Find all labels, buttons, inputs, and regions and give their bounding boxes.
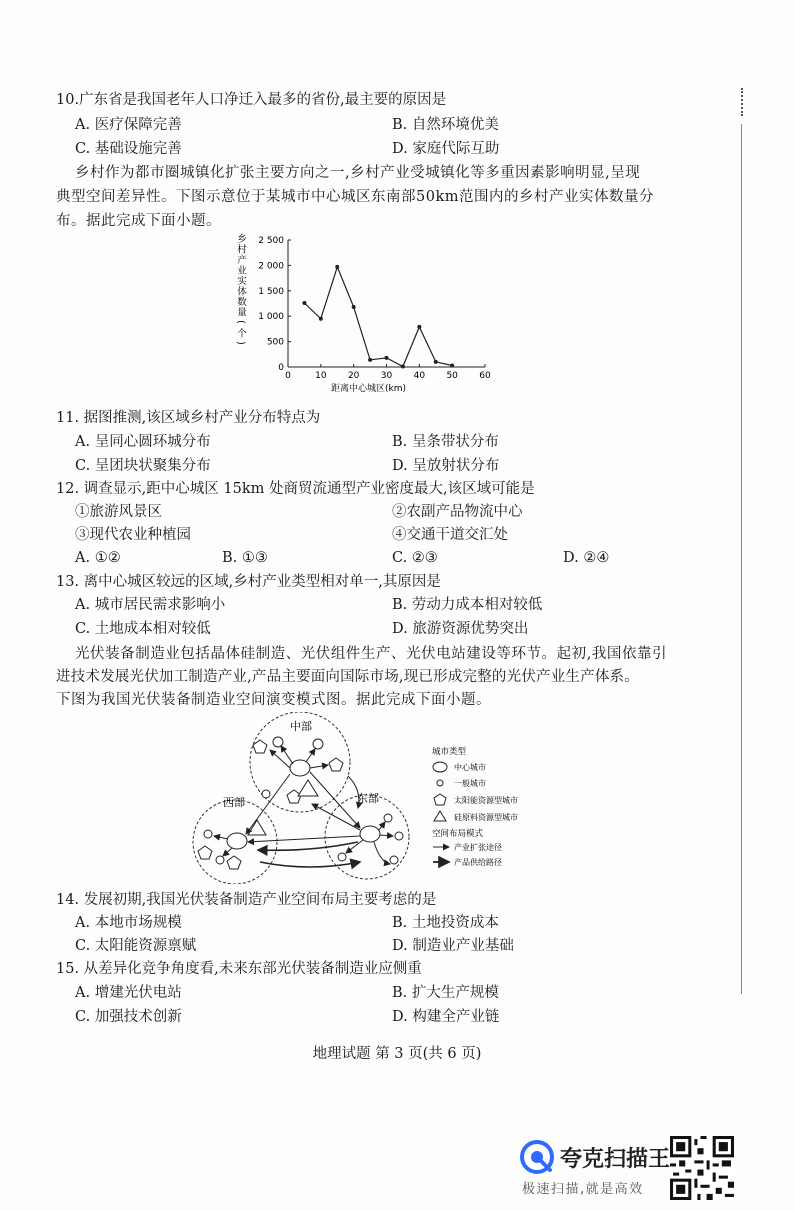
y-axis-label-char: ) xyxy=(235,341,246,345)
general-city-icon xyxy=(273,737,283,747)
q13-option-a[interactable]: A. 城市居民需求影响小 xyxy=(75,597,226,613)
data-point xyxy=(417,325,421,329)
q13-option-b[interactable]: B. 劳动力成本相对较低 xyxy=(392,597,543,613)
q13-option-d[interactable]: D. 旅游资源优势突出 xyxy=(392,621,529,637)
legend-expansion: 产业扩张途径 xyxy=(454,843,502,852)
x-tick-label: 10 xyxy=(315,371,327,381)
q10-option-a[interactable]: A. 医疗保障完善 xyxy=(75,117,182,133)
y-axis-label-char: 数 xyxy=(237,297,247,308)
data-point xyxy=(319,317,323,321)
solar-city-icon xyxy=(329,758,343,771)
series-line xyxy=(304,267,452,367)
legend-layout-title: 空间布局模式 xyxy=(432,829,484,839)
legend-title: 城市类型 xyxy=(432,747,467,757)
binding-dots xyxy=(741,88,747,116)
q12-option-d[interactable]: D. ②④ xyxy=(563,550,610,566)
data-point xyxy=(401,364,405,368)
y-axis-label-char: 产 xyxy=(237,255,247,266)
y-tick-label: 2 500 xyxy=(258,236,284,246)
east-region-label: 东部 xyxy=(357,792,379,805)
q11-option-b[interactable]: B. 呈条带状分布 xyxy=(392,434,499,450)
x-tick-label: 50 xyxy=(446,371,458,381)
legend-silicon-city-icon xyxy=(434,811,446,821)
general-city-icon xyxy=(395,832,403,840)
q15-option-b[interactable]: B. 扩大生产规模 xyxy=(392,985,499,1001)
data-point xyxy=(450,363,454,367)
y-axis-label-char: ( xyxy=(235,320,246,324)
pv-spatial-evolution-diagram xyxy=(190,712,560,884)
data-point xyxy=(352,305,356,309)
data-point xyxy=(368,358,372,362)
solar-city-icon xyxy=(253,740,267,753)
data-point xyxy=(434,360,438,364)
scanner-slogan: 极速扫描,就是高效 xyxy=(522,1182,644,1197)
q15-option-c[interactable]: C. 加强技术创新 xyxy=(75,1009,182,1025)
y-tick-label: 500 xyxy=(266,337,284,348)
central-center-city xyxy=(290,760,310,776)
x-tick-label: 40 xyxy=(413,371,426,381)
general-city-icon xyxy=(313,739,323,749)
q14-option-c[interactable]: C. 太阳能资源禀赋 xyxy=(75,938,197,954)
general-city-icon xyxy=(384,814,392,822)
q12-option-a[interactable]: A. ①② xyxy=(75,550,121,566)
q10-option-c[interactable]: C. 基础设施完善 xyxy=(75,141,182,157)
q15-option-a[interactable]: A. 增建光伏电站 xyxy=(75,985,182,1001)
west-region-label: 西部 xyxy=(223,796,245,809)
legend-solar-city: 太阳能资源型城市 xyxy=(454,796,518,805)
q14-stem: 14. 发展初期,我国光伏装备制造产业空间布局主要考虑的是 xyxy=(56,892,437,908)
east-center-city xyxy=(360,826,380,842)
solar-city-icon xyxy=(198,846,212,859)
x-axis-label: 距离中心城区(km) xyxy=(330,384,407,394)
q15-option-d[interactable]: D. 构建全产业链 xyxy=(392,1009,500,1025)
q14-option-d[interactable]: D. 制造业产业基础 xyxy=(392,938,514,954)
solar-city-icon xyxy=(227,856,241,869)
q12-option-b[interactable]: B. ①③ xyxy=(222,550,268,566)
west-center-city xyxy=(227,833,247,849)
general-city-icon xyxy=(262,790,270,798)
rural-industry-line-chart xyxy=(228,228,498,410)
passage2-line2: 进技术发展光伏加工制造产业,产品主要面向国际市场,现已形成完整的光伏产业生产体系。 xyxy=(56,669,639,685)
q14-option-b[interactable]: B. 土地投资成本 xyxy=(392,915,499,931)
q14-option-a[interactable]: A. 本地市场规模 xyxy=(75,915,182,931)
passage1-line2: 典型空间差异性。下图示意位于某城市中心城区东南部50km范围内的乡村产业实体数量分 xyxy=(56,189,654,205)
q12-option-c[interactable]: C. ②③ xyxy=(392,550,438,566)
passage2-line3: 下图为我国光伏装备制造业空间演变模式图。据此完成下面小题。 xyxy=(56,692,491,708)
q11-stem: 11. 据图推测,该区域乡村产业分布特点为 xyxy=(56,410,321,426)
q13-stem: 13. 离中心城区较远的区域,乡村产业类型相对单一,其原因是 xyxy=(56,574,441,590)
y-axis-label-char: 村 xyxy=(237,244,247,256)
legend-general-city-icon xyxy=(437,780,443,786)
qr-code-icon[interactable] xyxy=(670,1136,734,1200)
y-tick-label: 1 000 xyxy=(258,312,284,323)
q10-option-d[interactable]: D. 家庭代际互助 xyxy=(392,141,500,157)
x-tick-label: 60 xyxy=(479,371,491,381)
data-point xyxy=(385,356,389,360)
legend-center-city: 中心城市 xyxy=(454,763,486,772)
general-city-icon xyxy=(338,853,346,861)
y-axis-label-char: 量 xyxy=(237,307,247,319)
legend-silicon-city: 硅原料资源型城市 xyxy=(454,813,518,822)
legend-general-city: 一般城市 xyxy=(454,779,486,788)
q12-statement-1: ①旅游风景区 xyxy=(75,504,162,520)
q12-statement-3: ③现代农业种植园 xyxy=(75,527,191,543)
x-tick-label: 0 xyxy=(285,371,291,381)
general-city-icon xyxy=(390,856,398,864)
y-tick-label: 1 500 xyxy=(258,286,284,297)
y-axis-label-char: 业 xyxy=(237,265,247,277)
q10-stem: 10.广东省是我国老年人口净迁入最多的省份,最主要的原因是 xyxy=(56,92,447,108)
q15-stem: 15. 从差异化竞争角度看,未来东部光伏装备制造业应侧重 xyxy=(56,961,422,977)
page-edge-line xyxy=(741,124,742,994)
passage2-line1: 光伏装备制造业包括晶体硅制造、光伏组件生产、光伏电站建设等环节。起初,我国依靠引 xyxy=(75,646,668,662)
passage1-line3: 布。据此完成下面小题。 xyxy=(56,213,221,229)
central-region-label: 中部 xyxy=(290,720,312,733)
passage1-line1: 乡村作为都市圈城镇化扩张主要方向之一,乡村产业受城镇化等多重因素影响明显,呈现 xyxy=(75,165,641,181)
q11-option-d[interactable]: D. 呈放射状分布 xyxy=(392,458,500,474)
q12-statement-4: ④交通干道交汇处 xyxy=(392,527,508,543)
general-city-icon xyxy=(216,856,224,864)
general-city-icon xyxy=(204,830,212,838)
y-tick-label: 0 xyxy=(278,363,284,373)
y-tick-label: 2 000 xyxy=(258,261,284,272)
q11-option-a[interactable]: A. 呈同心圆环城分布 xyxy=(75,434,211,450)
page-footer: 地理试题 第 3 页(共 6 页) xyxy=(312,1046,482,1062)
y-axis-label-char: 个 xyxy=(237,328,247,340)
legend-solar-city-icon xyxy=(434,794,446,805)
x-tick-label: 30 xyxy=(380,371,393,381)
silicon-city-icon xyxy=(298,780,318,796)
scanner-brand-name: 夸克扫描王 xyxy=(560,1147,671,1172)
quark-logo-icon xyxy=(520,1140,554,1174)
q12-stem: 12. 调查显示,距中心城区 15km 处商贸流通型产业密度最大,该区域可能是 xyxy=(56,481,535,497)
legend-supply: 产品供给路径 xyxy=(454,858,502,867)
x-tick-label: 20 xyxy=(347,371,360,381)
y-axis-label-char: 体 xyxy=(237,286,247,298)
q10-option-b[interactable]: B. 自然环境优美 xyxy=(392,117,499,133)
data-point xyxy=(335,265,339,269)
legend-center-city-icon xyxy=(433,762,447,772)
q11-option-c[interactable]: C. 呈团块状聚集分布 xyxy=(75,458,211,474)
y-axis-label-char: 乡 xyxy=(237,234,247,245)
y-axis-label-char: 实 xyxy=(237,276,247,287)
data-point xyxy=(302,301,306,305)
q12-statement-2: ②农副产品物流中心 xyxy=(392,504,523,520)
q13-option-c[interactable]: C. 土地成本相对较低 xyxy=(75,621,211,637)
